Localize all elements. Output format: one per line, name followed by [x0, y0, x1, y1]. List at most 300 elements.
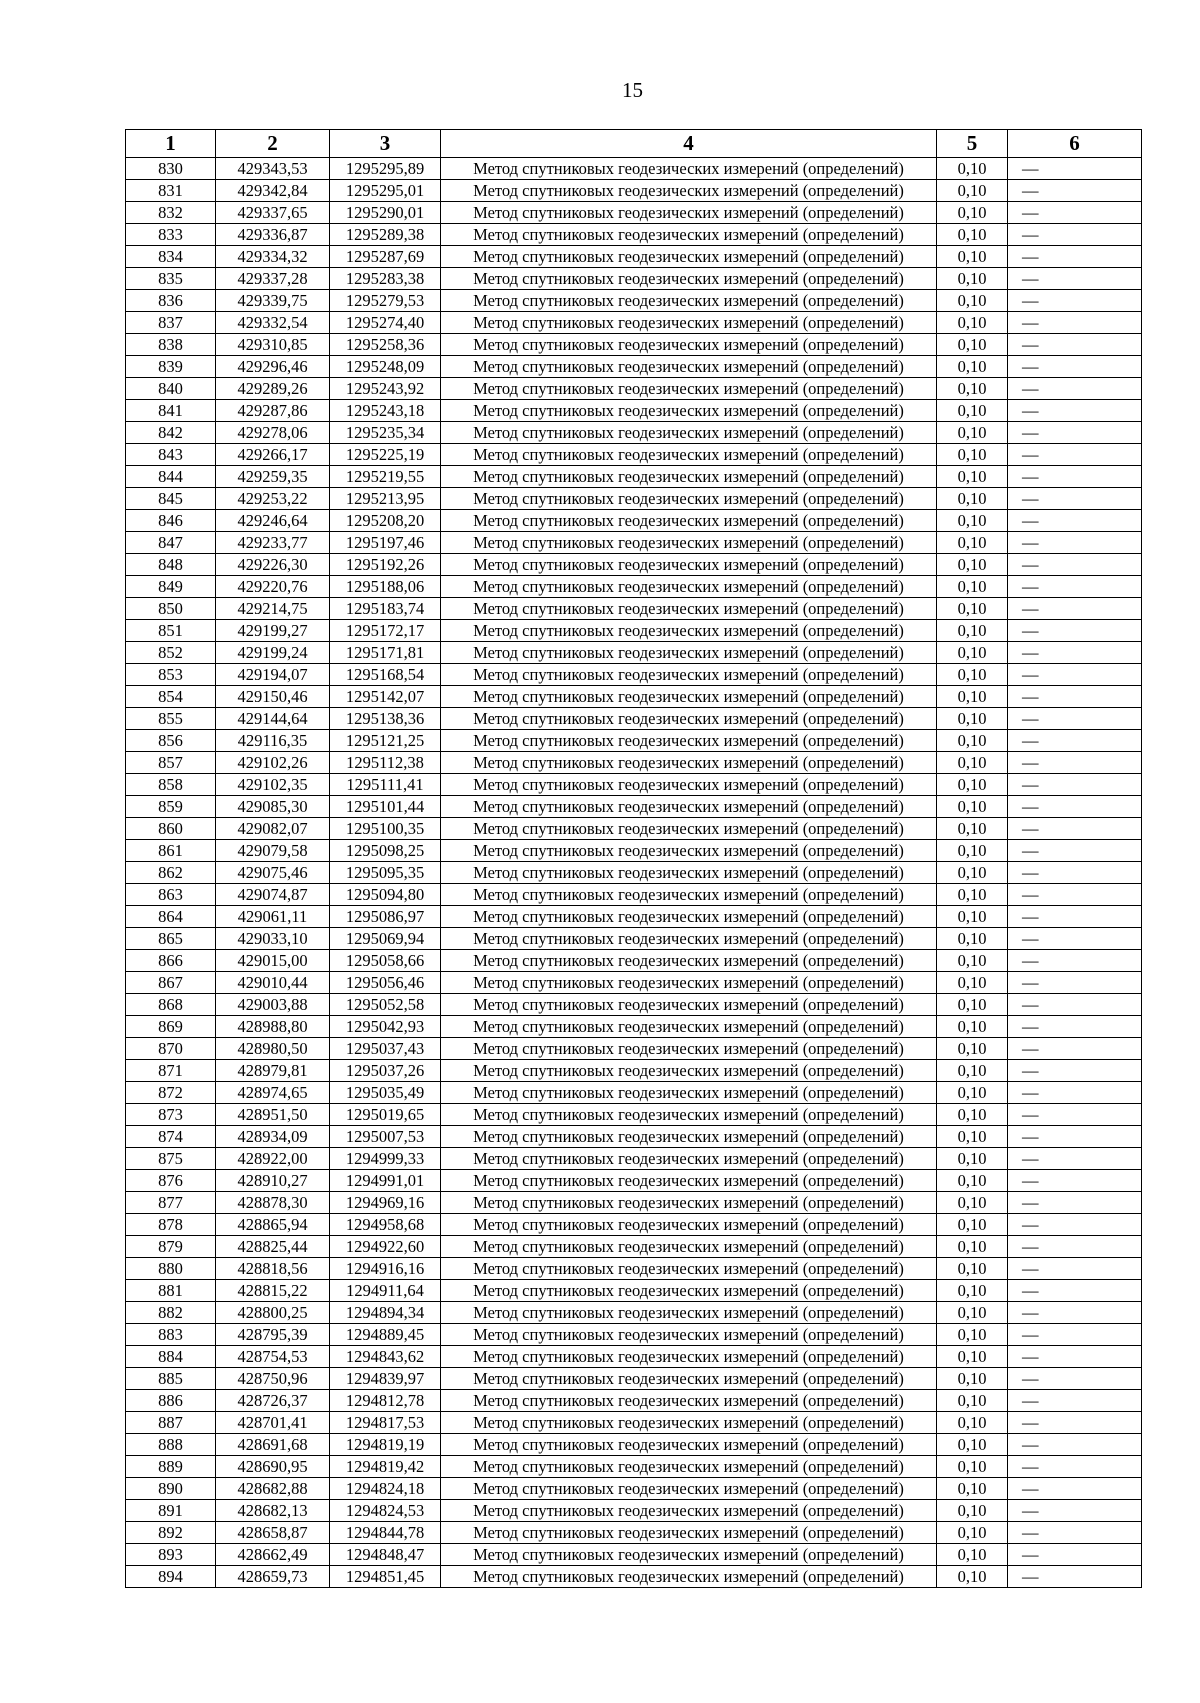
cell-y-coordinate: 1295235,34: [330, 422, 441, 444]
cell-method: Метод спутниковых геодезических измерений (определений): [441, 840, 937, 862]
cell-y-coordinate: 1295098,25: [330, 840, 441, 862]
cell-accuracy: 0,10: [937, 796, 1008, 818]
cell-x-coordinate: 429266,17: [216, 444, 330, 466]
table-row: [126, 620, 1142, 642]
cell-x-coordinate: 428974,65: [216, 1082, 330, 1104]
cell-y-coordinate: 1295037,43: [330, 1038, 441, 1060]
table-row: [126, 422, 1142, 444]
cell-x-coordinate: 429337,28: [216, 268, 330, 290]
cell-accuracy: 0,10: [937, 730, 1008, 752]
cell-point-number: 843: [126, 444, 216, 466]
cell-accuracy: 0,10: [937, 1390, 1008, 1412]
cell-x-coordinate: 429246,64: [216, 510, 330, 532]
cell-method: Метод спутниковых геодезических измерений (определений): [441, 708, 937, 730]
cell-y-coordinate: 1295042,93: [330, 1016, 441, 1038]
cell-accuracy: 0,10: [937, 1236, 1008, 1258]
cell-point-number: 890: [126, 1478, 216, 1500]
cell-y-coordinate: 1295192,26: [330, 554, 441, 576]
table-row: [126, 158, 1142, 180]
cell-x-coordinate: 429199,27: [216, 620, 330, 642]
cell-point-number: 850: [126, 598, 216, 620]
cell-y-coordinate: 1294894,34: [330, 1302, 441, 1324]
cell-point-number: 852: [126, 642, 216, 664]
table-row: [126, 180, 1142, 202]
cell-y-coordinate: 1295035,49: [330, 1082, 441, 1104]
cell-y-coordinate: 1295100,35: [330, 818, 441, 840]
cell-point-number: 860: [126, 818, 216, 840]
cell-x-coordinate: 429102,35: [216, 774, 330, 796]
cell-accuracy: 0,10: [937, 290, 1008, 312]
cell-method: Метод спутниковых геодезических измерений (определений): [441, 224, 937, 246]
cell-point-number: 879: [126, 1236, 216, 1258]
cell-accuracy: 0,10: [937, 1500, 1008, 1522]
cell-x-coordinate: 429278,06: [216, 422, 330, 444]
cell-y-coordinate: 1294843,62: [330, 1346, 441, 1368]
cell-note: —: [1008, 1412, 1142, 1434]
cell-accuracy: 0,10: [937, 1060, 1008, 1082]
cell-x-coordinate: 428922,00: [216, 1148, 330, 1170]
cell-y-coordinate: 1295279,53: [330, 290, 441, 312]
cell-point-number: 830: [126, 158, 216, 180]
cell-x-coordinate: 429336,87: [216, 224, 330, 246]
cell-method: Метод спутниковых геодезических измерений (определений): [441, 1148, 937, 1170]
cell-note: —: [1008, 1192, 1142, 1214]
cell-accuracy: 0,10: [937, 202, 1008, 224]
cell-accuracy: 0,10: [937, 686, 1008, 708]
cell-method: Метод спутниковых геодезических измерений (определений): [441, 884, 937, 906]
cell-x-coordinate: 429010,44: [216, 972, 330, 994]
table-row: [126, 664, 1142, 686]
cell-point-number: 831: [126, 180, 216, 202]
cell-accuracy: 0,10: [937, 1170, 1008, 1192]
cell-method: Метод спутниковых геодезических измерений (определений): [441, 752, 937, 774]
table-row: [126, 1368, 1142, 1390]
cell-method: Метод спутниковых геодезических измерений (определений): [441, 1412, 937, 1434]
cell-x-coordinate: 428980,50: [216, 1038, 330, 1060]
cell-note: —: [1008, 818, 1142, 840]
cell-x-coordinate: 429194,07: [216, 664, 330, 686]
cell-point-number: 873: [126, 1104, 216, 1126]
cell-y-coordinate: 1295142,07: [330, 686, 441, 708]
cell-method: Метод спутниковых геодезических измерений (определений): [441, 1522, 937, 1544]
table-row: [126, 774, 1142, 796]
table-row: [126, 796, 1142, 818]
cell-y-coordinate: 1295243,18: [330, 400, 441, 422]
cell-note: —: [1008, 400, 1142, 422]
cell-note: —: [1008, 1368, 1142, 1390]
cell-point-number: 874: [126, 1126, 216, 1148]
table-row: [126, 994, 1142, 1016]
cell-point-number: 836: [126, 290, 216, 312]
header-col-5: 5: [937, 130, 1008, 158]
cell-note: —: [1008, 796, 1142, 818]
cell-x-coordinate: 428658,87: [216, 1522, 330, 1544]
cell-y-coordinate: 1294817,53: [330, 1412, 441, 1434]
table-row: [126, 1456, 1142, 1478]
cell-accuracy: 0,10: [937, 884, 1008, 906]
cell-note: —: [1008, 334, 1142, 356]
cell-y-coordinate: 1294911,64: [330, 1280, 441, 1302]
cell-method: Метод спутниковых геодезических измерений (определений): [441, 180, 937, 202]
cell-method: Метод спутниковых геодезических измерений (определений): [441, 1544, 937, 1566]
table-row: [126, 730, 1142, 752]
cell-y-coordinate: 1295208,20: [330, 510, 441, 532]
table-row: [126, 928, 1142, 950]
cell-y-coordinate: 1295283,38: [330, 268, 441, 290]
cell-y-coordinate: 1295168,54: [330, 664, 441, 686]
table-row: [126, 1214, 1142, 1236]
cell-note: —: [1008, 1390, 1142, 1412]
cell-method: Метод спутниковых геодезических измерений (определений): [441, 1478, 937, 1500]
cell-point-number: 866: [126, 950, 216, 972]
cell-accuracy: 0,10: [937, 1412, 1008, 1434]
cell-y-coordinate: 1294819,42: [330, 1456, 441, 1478]
cell-y-coordinate: 1295243,92: [330, 378, 441, 400]
cell-note: —: [1008, 246, 1142, 268]
cell-point-number: 875: [126, 1148, 216, 1170]
table-row: [126, 1060, 1142, 1082]
cell-y-coordinate: 1295019,65: [330, 1104, 441, 1126]
cell-note: —: [1008, 686, 1142, 708]
table-row: [126, 356, 1142, 378]
cell-note: —: [1008, 1038, 1142, 1060]
cell-point-number: 832: [126, 202, 216, 224]
cell-accuracy: 0,10: [937, 1346, 1008, 1368]
table-row: [126, 444, 1142, 466]
cell-method: Метод спутниковых геодезических измерений (определений): [441, 290, 937, 312]
table-row: [126, 1412, 1142, 1434]
table-row: [126, 906, 1142, 928]
cell-x-coordinate: 429220,76: [216, 576, 330, 598]
table-row: [126, 972, 1142, 994]
header-col-6: 6: [1008, 130, 1142, 158]
table-row: [126, 202, 1142, 224]
cell-point-number: 861: [126, 840, 216, 862]
cell-method: Метод спутниковых геодезических измерений (определений): [441, 1346, 937, 1368]
cell-x-coordinate: 428934,09: [216, 1126, 330, 1148]
cell-point-number: 844: [126, 466, 216, 488]
cell-x-coordinate: 428825,44: [216, 1236, 330, 1258]
table-row: [126, 1522, 1142, 1544]
table-row: [126, 1302, 1142, 1324]
cell-method: Метод спутниковых геодезических измерений (определений): [441, 1082, 937, 1104]
table-row: [126, 532, 1142, 554]
cell-method: Метод спутниковых геодезических измерений (определений): [441, 774, 937, 796]
cell-x-coordinate: 429334,32: [216, 246, 330, 268]
cell-note: —: [1008, 950, 1142, 972]
coordinates-table: [125, 129, 1142, 1588]
table-row: [126, 840, 1142, 862]
cell-note: —: [1008, 1324, 1142, 1346]
cell-y-coordinate: 1295112,38: [330, 752, 441, 774]
table-row: [126, 1544, 1142, 1566]
cell-accuracy: 0,10: [937, 1456, 1008, 1478]
table-row: [126, 862, 1142, 884]
cell-x-coordinate: 429033,10: [216, 928, 330, 950]
cell-method: Метод спутниковых геодезических измерений (определений): [441, 488, 937, 510]
table-row: [126, 1126, 1142, 1148]
cell-accuracy: 0,10: [937, 312, 1008, 334]
cell-note: —: [1008, 224, 1142, 246]
cell-note: —: [1008, 378, 1142, 400]
cell-accuracy: 0,10: [937, 1214, 1008, 1236]
cell-accuracy: 0,10: [937, 1258, 1008, 1280]
cell-x-coordinate: 428691,68: [216, 1434, 330, 1456]
cell-y-coordinate: 1295197,46: [330, 532, 441, 554]
table-row: [126, 224, 1142, 246]
cell-accuracy: 0,10: [937, 1038, 1008, 1060]
cell-point-number: 838: [126, 334, 216, 356]
cell-point-number: 880: [126, 1258, 216, 1280]
cell-y-coordinate: 1294839,97: [330, 1368, 441, 1390]
table-body: [126, 158, 1142, 1588]
cell-x-coordinate: 429214,75: [216, 598, 330, 620]
table-row: [126, 1104, 1142, 1126]
table-row: [126, 642, 1142, 664]
cell-point-number: 867: [126, 972, 216, 994]
cell-method: Метод спутниковых геодезических измерений (определений): [441, 422, 937, 444]
cell-accuracy: 0,10: [937, 554, 1008, 576]
cell-y-coordinate: 1294889,45: [330, 1324, 441, 1346]
table-row: [126, 1346, 1142, 1368]
table-row: [126, 686, 1142, 708]
cell-y-coordinate: 1295058,66: [330, 950, 441, 972]
cell-point-number: 868: [126, 994, 216, 1016]
cell-method: Метод спутниковых геодезических измерений (определений): [441, 818, 937, 840]
cell-x-coordinate: 428979,81: [216, 1060, 330, 1082]
cell-point-number: 857: [126, 752, 216, 774]
cell-note: —: [1008, 774, 1142, 796]
cell-x-coordinate: 429259,35: [216, 466, 330, 488]
table-row: [126, 1280, 1142, 1302]
header-col-3: 3: [330, 130, 441, 158]
cell-method: Метод спутниковых геодезических измерений (определений): [441, 730, 937, 752]
header-col-2: 2: [216, 130, 330, 158]
cell-note: —: [1008, 730, 1142, 752]
cell-accuracy: 0,10: [937, 928, 1008, 950]
cell-accuracy: 0,10: [937, 708, 1008, 730]
cell-accuracy: 0,10: [937, 1148, 1008, 1170]
cell-point-number: 869: [126, 1016, 216, 1038]
cell-x-coordinate: 428682,88: [216, 1478, 330, 1500]
cell-method: Метод спутниковых геодезических измерений (определений): [441, 1104, 937, 1126]
cell-y-coordinate: 1295121,25: [330, 730, 441, 752]
cell-note: —: [1008, 158, 1142, 180]
cell-x-coordinate: 429233,77: [216, 532, 330, 554]
cell-note: —: [1008, 1104, 1142, 1126]
table-row: [126, 1324, 1142, 1346]
cell-note: —: [1008, 1148, 1142, 1170]
cell-x-coordinate: 428726,37: [216, 1390, 330, 1412]
cell-accuracy: 0,10: [937, 972, 1008, 994]
cell-accuracy: 0,10: [937, 422, 1008, 444]
table-header-row: [126, 130, 1142, 158]
cell-method: Метод спутниковых геодезических измерений (определений): [441, 378, 937, 400]
cell-point-number: 878: [126, 1214, 216, 1236]
cell-x-coordinate: 429342,84: [216, 180, 330, 202]
cell-method: Метод спутниковых геодезических измерений (определений): [441, 268, 937, 290]
cell-x-coordinate: 429296,46: [216, 356, 330, 378]
cell-method: Метод спутниковых геодезических измерений (определений): [441, 906, 937, 928]
cell-method: Метод спутниковых геодезических измерений (определений): [441, 532, 937, 554]
cell-accuracy: 0,10: [937, 1566, 1008, 1588]
table-row: [126, 708, 1142, 730]
cell-y-coordinate: 1295095,35: [330, 862, 441, 884]
cell-note: —: [1008, 620, 1142, 642]
cell-y-coordinate: 1295289,38: [330, 224, 441, 246]
cell-y-coordinate: 1295052,58: [330, 994, 441, 1016]
cell-x-coordinate: 429144,64: [216, 708, 330, 730]
cell-point-number: 870: [126, 1038, 216, 1060]
cell-x-coordinate: 429332,54: [216, 312, 330, 334]
cell-note: —: [1008, 554, 1142, 576]
cell-accuracy: 0,10: [937, 1522, 1008, 1544]
cell-point-number: 858: [126, 774, 216, 796]
cell-accuracy: 0,10: [937, 356, 1008, 378]
table-row: [126, 334, 1142, 356]
cell-point-number: 846: [126, 510, 216, 532]
cell-x-coordinate: 429337,65: [216, 202, 330, 224]
table-row: [126, 488, 1142, 510]
cell-note: —: [1008, 664, 1142, 686]
cell-method: Метод спутниковых геодезических измерений (определений): [441, 246, 937, 268]
cell-accuracy: 0,10: [937, 576, 1008, 598]
cell-point-number: 834: [126, 246, 216, 268]
cell-method: Метод спутниковых геодезических измерений (определений): [441, 202, 937, 224]
cell-x-coordinate: 428690,95: [216, 1456, 330, 1478]
cell-y-coordinate: 1295225,19: [330, 444, 441, 466]
cell-note: —: [1008, 1522, 1142, 1544]
table-row: [126, 884, 1142, 906]
cell-accuracy: 0,10: [937, 158, 1008, 180]
cell-note: —: [1008, 1060, 1142, 1082]
cell-point-number: 876: [126, 1170, 216, 1192]
cell-y-coordinate: 1294819,19: [330, 1434, 441, 1456]
cell-accuracy: 0,10: [937, 1192, 1008, 1214]
table-row: [126, 1500, 1142, 1522]
cell-note: —: [1008, 994, 1142, 1016]
cell-method: Метод спутниковых геодезических измерений (определений): [441, 620, 937, 642]
cell-accuracy: 0,10: [937, 840, 1008, 862]
table-row: [126, 268, 1142, 290]
cell-x-coordinate: 429253,22: [216, 488, 330, 510]
cell-note: —: [1008, 598, 1142, 620]
cell-accuracy: 0,10: [937, 620, 1008, 642]
table-row: [126, 400, 1142, 422]
cell-accuracy: 0,10: [937, 752, 1008, 774]
cell-method: Метод спутниковых геодезических измерений (определений): [441, 950, 937, 972]
cell-note: —: [1008, 840, 1142, 862]
cell-point-number: 886: [126, 1390, 216, 1412]
cell-point-number: 855: [126, 708, 216, 730]
cell-point-number: 883: [126, 1324, 216, 1346]
cell-y-coordinate: 1295111,41: [330, 774, 441, 796]
cell-note: —: [1008, 1478, 1142, 1500]
cell-x-coordinate: 429287,86: [216, 400, 330, 422]
cell-y-coordinate: 1295172,17: [330, 620, 441, 642]
cell-point-number: 877: [126, 1192, 216, 1214]
cell-method: Метод спутниковых геодезических измерений (определений): [441, 1016, 937, 1038]
cell-note: —: [1008, 356, 1142, 378]
cell-accuracy: 0,10: [937, 642, 1008, 664]
cell-point-number: 889: [126, 1456, 216, 1478]
cell-x-coordinate: 429289,26: [216, 378, 330, 400]
cell-point-number: 891: [126, 1500, 216, 1522]
cell-note: —: [1008, 928, 1142, 950]
cell-y-coordinate: 1295069,94: [330, 928, 441, 950]
cell-method: Метод спутниковых геодезических измерений (определений): [441, 1390, 937, 1412]
cell-note: —: [1008, 1170, 1142, 1192]
cell-point-number: 851: [126, 620, 216, 642]
cell-method: Метод спутниковых геодезических измерений (определений): [441, 554, 937, 576]
cell-point-number: 871: [126, 1060, 216, 1082]
cell-y-coordinate: 1294999,33: [330, 1148, 441, 1170]
cell-accuracy: 0,10: [937, 378, 1008, 400]
cell-note: —: [1008, 1082, 1142, 1104]
cell-y-coordinate: 1294991,01: [330, 1170, 441, 1192]
table-row: [126, 1434, 1142, 1456]
cell-note: —: [1008, 290, 1142, 312]
cell-point-number: 894: [126, 1566, 216, 1588]
cell-y-coordinate: 1295056,46: [330, 972, 441, 994]
table-row: [126, 598, 1142, 620]
cell-point-number: 862: [126, 862, 216, 884]
cell-point-number: 884: [126, 1346, 216, 1368]
cell-accuracy: 0,10: [937, 532, 1008, 554]
cell-method: Метод спутниковых геодезических измерений (определений): [441, 1324, 937, 1346]
cell-note: —: [1008, 532, 1142, 554]
cell-point-number: 856: [126, 730, 216, 752]
cell-accuracy: 0,10: [937, 664, 1008, 686]
cell-method: Метод спутниковых геодезических измерений (определений): [441, 400, 937, 422]
table-row: [126, 1038, 1142, 1060]
cell-accuracy: 0,10: [937, 1126, 1008, 1148]
cell-point-number: 835: [126, 268, 216, 290]
cell-method: Метод спутниковых геодезических измерений (определений): [441, 1302, 937, 1324]
cell-method: Метод спутниковых геодезических измерений (определений): [441, 334, 937, 356]
table-row: [126, 752, 1142, 774]
cell-y-coordinate: 1294969,16: [330, 1192, 441, 1214]
cell-note: —: [1008, 1566, 1142, 1588]
cell-point-number: 892: [126, 1522, 216, 1544]
cell-x-coordinate: 428800,25: [216, 1302, 330, 1324]
cell-x-coordinate: 428878,30: [216, 1192, 330, 1214]
cell-y-coordinate: 1294851,45: [330, 1566, 441, 1588]
cell-y-coordinate: 1295188,06: [330, 576, 441, 598]
page-number: 15: [622, 78, 643, 102]
cell-note: —: [1008, 1456, 1142, 1478]
cell-x-coordinate: 429150,46: [216, 686, 330, 708]
cell-accuracy: 0,10: [937, 1302, 1008, 1324]
cell-x-coordinate: 428865,94: [216, 1214, 330, 1236]
cell-x-coordinate: 429085,30: [216, 796, 330, 818]
cell-method: Метод спутниковых геодезических измерений (определений): [441, 1170, 937, 1192]
table-row: [126, 1016, 1142, 1038]
cell-method: Метод спутниковых геодезических измерений (определений): [441, 686, 937, 708]
cell-point-number: 853: [126, 664, 216, 686]
cell-method: Метод спутниковых геодезических измерений (определений): [441, 1280, 937, 1302]
cell-note: —: [1008, 1434, 1142, 1456]
cell-note: —: [1008, 906, 1142, 928]
cell-method: Метод спутниковых геодезических измерений (определений): [441, 1500, 937, 1522]
cell-y-coordinate: 1295295,89: [330, 158, 441, 180]
cell-method: Метод спутниковых геодезических измерений (определений): [441, 444, 937, 466]
cell-y-coordinate: 1295290,01: [330, 202, 441, 224]
cell-y-coordinate: 1294812,78: [330, 1390, 441, 1412]
cell-y-coordinate: 1295219,55: [330, 466, 441, 488]
cell-accuracy: 0,10: [937, 1280, 1008, 1302]
cell-method: Метод спутниковых геодезических измерений (определений): [441, 1434, 937, 1456]
